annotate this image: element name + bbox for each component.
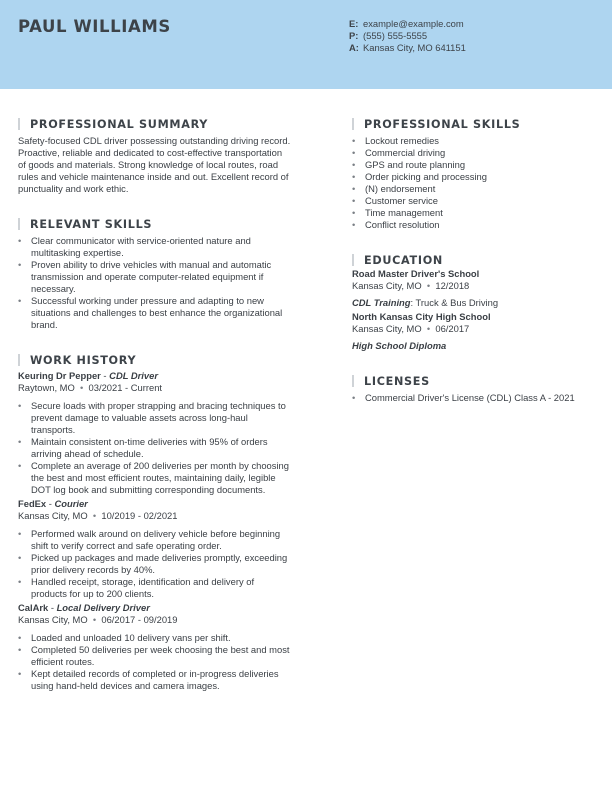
bullet-icon: • <box>352 219 356 230</box>
licenses-list <box>352 392 602 404</box>
summary-line: Proactive, reliable and dedicated to cost-effective transportation <box>18 147 283 158</box>
bullet-icon: • <box>352 183 356 194</box>
relevant-skills-list <box>18 235 318 331</box>
phone-label: P: <box>349 30 359 41</box>
list-item: • Picked up packages and made deliveries promptly, exceeding prior delivery records by 40%. <box>18 552 288 575</box>
heading-accent-bar <box>352 254 354 266</box>
list-item: • Lockout remedies <box>352 135 439 146</box>
job-entry <box>18 498 318 600</box>
bullet-icon: • <box>18 576 22 587</box>
summary-text <box>18 135 318 195</box>
bullet-icon: • <box>18 644 22 655</box>
contact-block <box>349 18 466 54</box>
list-item: • Successful working under pressure and adapting to new situations and challenges to best enhance the organizational brand. <box>18 295 283 330</box>
job-entry <box>18 370 318 496</box>
left-column <box>18 117 318 692</box>
list-item: • Customer service <box>352 195 438 206</box>
list-item: • Conflict resolution <box>352 219 440 230</box>
job-bullets <box>18 528 318 600</box>
heading-accent-bar <box>18 218 20 230</box>
work-history-heading: WORK HISTORY <box>18 353 318 368</box>
job-bullets <box>18 632 318 692</box>
header-band <box>0 0 612 89</box>
bullet-icon: • <box>352 147 356 158</box>
address-row <box>349 42 466 54</box>
job-title: CalArk - Local Delivery Driver <box>18 602 150 613</box>
bullet-icon: • <box>18 460 22 471</box>
bullet-icon: • <box>18 528 22 539</box>
job-bullets <box>18 400 318 496</box>
summary-line: punctuality and work ethic. <box>18 183 129 194</box>
heading-accent-bar <box>18 354 20 366</box>
licenses-heading: LICENSES <box>352 374 602 389</box>
bullet-icon: • <box>352 207 356 218</box>
heading-accent-bar <box>18 118 20 130</box>
list-item: • Handled receipt, storage, identification and delivery of products for up to 200 clients. <box>18 576 255 599</box>
bullet-icon: • <box>18 400 22 411</box>
phone-value[interactable]: (555) 555-5555 <box>363 30 428 41</box>
bullet-icon: • <box>352 159 356 170</box>
list-item: • Secure loads with proper strapping and bracing techniques to prevent damage to valuable assets across long-haul transports. <box>18 400 286 435</box>
bullet-icon: • <box>352 135 356 146</box>
bullet-icon: • <box>18 668 22 679</box>
degree: CDL Training: Truck & Bus Driving <box>352 297 499 308</box>
list-item: • GPS and route planning <box>352 159 466 170</box>
summary-heading: PROFESSIONAL SUMMARY <box>18 117 318 132</box>
heading-accent-bar <box>352 375 354 387</box>
list-item: • Commercial Driver's License (CDL) Class A - 2021 <box>352 392 575 403</box>
right-column <box>352 117 602 404</box>
phone-row <box>349 30 466 42</box>
job-meta: Kansas City, MO • 10/2019 - 02/2021 <box>18 510 178 521</box>
bullet-icon: • <box>18 295 22 306</box>
relevant-skills-heading: RELEVANT SKILLS <box>18 217 318 232</box>
summary-line: of goods and materials. Strong knowledge of local routes, road <box>18 159 279 170</box>
list-item: • Proven ability to drive vehicles with manual and automatic transmission and operate computer-related equipment if necessary. <box>18 259 272 294</box>
list-item: • Kept detailed records of completed or in-progress deliveries using hand-held devices and camera images. <box>18 668 279 691</box>
list-item: • Time management <box>352 207 443 218</box>
degree: High School Diploma <box>352 340 447 351</box>
school-meta: Kansas City, MO • 06/2017 <box>352 323 470 334</box>
list-item: • Order picking and processing <box>352 171 487 182</box>
school-name: Road Master Driver's School <box>352 268 480 279</box>
list-item: • Clear communicator with service-oriented nature and multitasking expertise. <box>18 235 251 258</box>
bullet-icon: • <box>18 259 22 270</box>
professional-skills-list <box>352 135 602 231</box>
email-label: E: <box>349 18 359 29</box>
bullet-icon: • <box>352 171 356 182</box>
list-item: • Performed walk around on delivery vehicle before beginning shift to verify correct and safe operating order. <box>18 528 281 551</box>
list-item: • Complete an average of 200 deliveries per month by choosing the best and most efficient routes, maintaining daily, legible DOT log book and submitting corresponding documents. <box>18 460 289 495</box>
summary-line: Safety-focused CDL driver possessing outstanding driving record. <box>18 135 291 146</box>
list-item: • Maintain consistent on-time deliveries with 95% of orders arriving ahead of schedule. <box>18 436 268 459</box>
heading-accent-bar <box>352 118 354 130</box>
education-entry <box>352 268 602 309</box>
candidate-name: PAUL WILLIAMS <box>18 17 171 36</box>
list-item: • Loaded and unloaded 10 delivery vans per shift. <box>18 632 231 643</box>
bullet-icon: • <box>18 552 22 563</box>
email-value[interactable]: example@example.com <box>363 18 464 29</box>
job-title: Keuring Dr Pepper - CDL Driver <box>18 370 158 381</box>
professional-skills-heading: PROFESSIONAL SKILLS <box>352 117 602 132</box>
list-item: • (N) endorsement <box>352 183 436 194</box>
job-entry <box>18 602 318 692</box>
list-item: • Completed 50 deliveries per week choosing the best and most efficient routes. <box>18 644 290 667</box>
job-title: FedEx - Courier <box>18 498 88 509</box>
address-label: A: <box>349 42 359 53</box>
bullet-icon: • <box>18 632 22 643</box>
email-row <box>349 18 466 30</box>
job-meta: Kansas City, MO • 06/2017 - 09/2019 <box>18 614 178 625</box>
bullet-icon: • <box>18 235 22 246</box>
bullet-icon: • <box>18 436 22 447</box>
education-entry <box>352 311 602 352</box>
school-name: North Kansas City High School <box>352 311 491 322</box>
education-heading: EDUCATION <box>352 253 602 268</box>
address-value: Kansas City, MO 641151 <box>363 42 466 53</box>
school-meta: Kansas City, MO • 12/2018 <box>352 280 470 291</box>
summary-line: rules and vehicle maintenance inside and out. Excellent record of <box>18 171 289 182</box>
bullet-icon: • <box>352 195 356 206</box>
list-item: • Commercial driving <box>352 147 446 158</box>
job-meta: Raytown, MO • 03/2021 - Current <box>18 382 163 393</box>
bullet-icon: • <box>352 392 356 403</box>
